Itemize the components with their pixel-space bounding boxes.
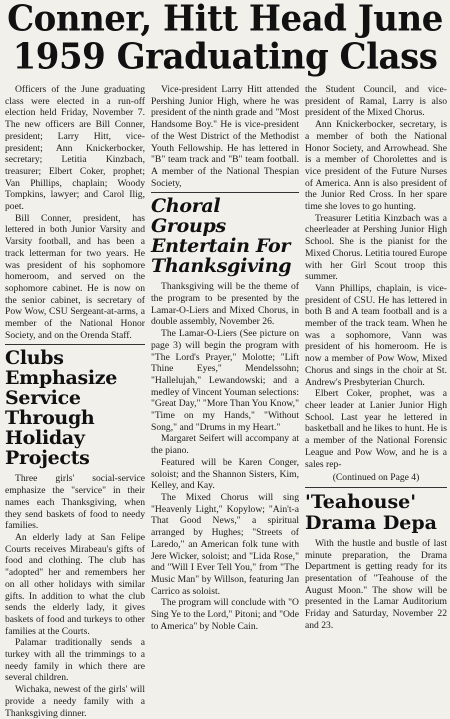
article-paragraph: The Mixed Chorus will sing "Heavenly Light," Kopylow; "Ain't-a That Good News," a spiritual arranged by Hughes; "Streets of Laredo," an American folk tune with Jere Wicker, soloist; and "Lida Rose," and "Will I Ever Tell You," from "The Music Man" by Willson, featuring Jan Carrico as soloist. bbox=[151, 491, 299, 597]
article-paragraph: Officers of the June graduating class were elected in a run-off election held Friday, November 7. The new officers are Bill Conner, president; Larry Hitt, vice-president; Ann Knickerbocker, secretary; Letitia Kinzbach, treasurer; Elbert Coker, prophet; Van Phillips, chaplain; Woody Tompkins, lawyer; and Carol Ilig, poet. bbox=[5, 84, 145, 213]
article-paragraph: Palamar traditionally sends a turkey with all the trimmings to a needy family in which there are several children. bbox=[5, 637, 145, 684]
article-paragraph: Margaret Seifert will accompany at the piano. bbox=[151, 433, 299, 457]
clubs-headline-line-2: Service Through bbox=[5, 387, 95, 430]
teahouse-headline bbox=[305, 492, 447, 534]
article-paragraph: The program will conclude with "O Sing Ye to the Lord," Pitoni; and "Ode to America" by Noble Cain. bbox=[151, 597, 299, 632]
teahouse-headline-line-2: Drama Depa bbox=[305, 511, 437, 534]
article-paragraph: Elbert Coker, prophet, was a cheer leader at Lanier Junior High School. Last year he lettered in basketball and he likes to hunt. He is a member of the National Forensic League and Pow Wow, and he is a sales rep- bbox=[305, 388, 447, 470]
choral-headline-line-2: Entertain For bbox=[151, 235, 291, 258]
clubs-headline-line-1: Clubs Emphasize bbox=[5, 347, 118, 390]
divider bbox=[305, 487, 447, 488]
article-paragraph: Thanksgiving will be the theme of the program to be presented by the Lamar-O-Liers and Mixed Chorus, in double assembly, November 26. bbox=[151, 281, 299, 328]
article-paragraph: Vice-president Larry Hitt attended Pershing Junior High, where he was president of the ninth grade and "Most Handsome Boy." He is vice-president of the West District of the Methodist Youth Fellowship. He has lettered in "B" team track and "B" team football. A member of the National Thespian Society, bbox=[151, 84, 299, 189]
clubs-headline-line-3: Holiday Projects bbox=[5, 427, 90, 470]
divider bbox=[151, 192, 299, 193]
choral-headline-line-1: Choral Groups bbox=[151, 195, 226, 238]
headline-line-2: 1959 Graduating Class bbox=[12, 35, 438, 78]
article-paragraph: the Student Council, and vice-president of Ramal, Larry is also president of the Mixed Chorus. bbox=[305, 84, 447, 119]
article-paragraph: Bill Conner, president, has lettered in both Junior Varsity and Varsity football, and has been a track letterman for two years. He was president of his sophomore homeroom, and served on the sophomore cabinet. He is now on the senior cabinet, is secretary of Pow Wow, CSU Sergeant-at-arms, a member of the National Honor Society, and on the Orenda Staff. bbox=[5, 212, 145, 341]
main-headline bbox=[4, 0, 446, 76]
teahouse-headline-line-1: 'Teahouse' bbox=[305, 491, 417, 513]
divider bbox=[5, 344, 145, 345]
article-paragraph: Three girls' social-service emphasize the "service" in their names each Thanksgiving, when they send baskets of food to needy families. bbox=[5, 473, 145, 532]
article-paragraph: Wichaka, newest of the girls' will provide a needy family with a Thanksgiving dinner. bbox=[5, 684, 145, 719]
column-2 bbox=[151, 84, 299, 632]
column-3 bbox=[305, 84, 447, 632]
article-paragraph: Vann Phillips, chaplain, is vice-president of CSU. He has lettered in both B and A team football and is a member of the track team. When he was a sophomore, Vann was president of his homeroom. He is now a member of Pow Wow, Mixed Chorus and sings in the choir at St. Andrew's Presbyterian Church. bbox=[305, 282, 447, 388]
choral-headline-line-3: Thanksgiving bbox=[151, 255, 292, 278]
choral-headline bbox=[151, 196, 299, 276]
article-paragraph: Ann Knickerbocker, secretary, is a member of both the National Honor Society, and Arrowhead. She is a member of Chorolettes and is vice president of the Future Nurses of America. Ann is also president of the Junior Red Cross. In her spare time she loves to go hunting. bbox=[305, 119, 447, 213]
column-1 bbox=[5, 84, 145, 719]
clubs-headline bbox=[5, 348, 145, 468]
article-paragraph: The Lamar-O-Liers (See picture on page 3) will begin the program with "The Lord's Prayer," Molotte; "Lift Thine Eyes," Mendelssohn; "Hallelujah," Lewandowski; and a medley of Vincent Youman selections: "Great Day," "More Than You Know," "Time on my Hands," "Without Song," and "Drums in my Heart." bbox=[151, 328, 299, 433]
article-paragraph: Featured will be Karen Conger, soloist; and the Shannon Sisters, Kim, Kelley, and Kay. bbox=[151, 456, 299, 492]
article-paragraph: An elderly lady at San Felipe Courts receives Mirabeau's gifts of food and clothing. The club has "adopted" her and remembers her on all other holidays with similar gifts. In addition to what the club sends the elderly lady, it gives baskets of food and turkeys to other families at the Courts. bbox=[5, 531, 145, 637]
article-paragraph: With the hustle and bustle of last minute preparation, the Drama Department is getting ready for its presentation of "Teahouse of the August Moon." The show will be presented in the Lamar Auditorium Friday and Saturday, November 22 and 23. bbox=[305, 537, 447, 631]
continued-note: (Continued on Page 4) bbox=[332, 472, 420, 484]
headline-line-1: Conner, Hitt Head June bbox=[7, 0, 443, 41]
article-paragraph: Treasurer Letitia Kinzbach was a cheerleader at Pershing Junior High School. She is the pianist for the Mixed Chorus. Letitia toured Europe with her Girl Scout troop this summer. bbox=[305, 212, 448, 283]
